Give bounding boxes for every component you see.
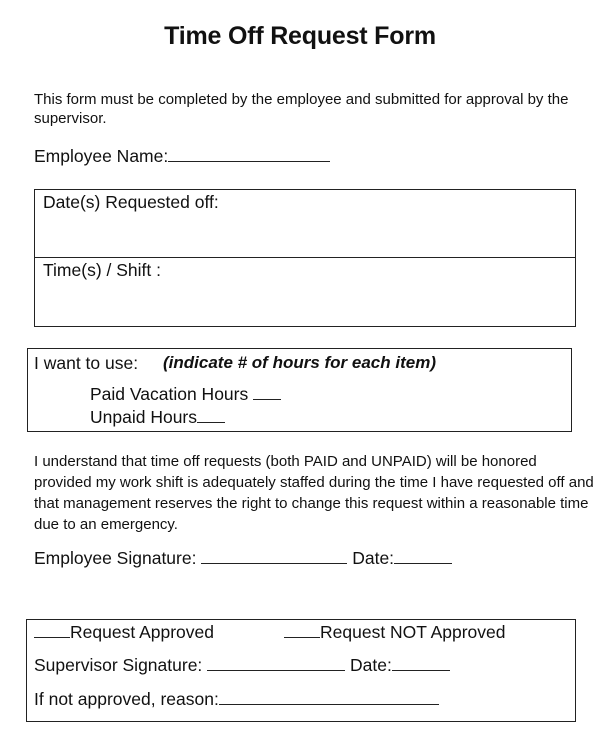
unpaid-hours-field[interactable]	[197, 421, 225, 423]
not-approved-reason-label: If not approved, reason:	[34, 689, 219, 709]
dates-times-divider	[34, 257, 576, 258]
employee-name-row	[34, 146, 330, 167]
supervisor-signature-field[interactable]	[207, 669, 345, 671]
unpaid-hours-row	[90, 407, 225, 428]
request-approved-checkbox[interactable]	[34, 636, 70, 638]
unpaid-hours-label: Unpaid Hours	[90, 407, 197, 427]
paid-vacation-label: Paid Vacation Hours	[90, 384, 249, 404]
not-approved-reason-field[interactable]	[219, 703, 439, 705]
request-not-approved-row	[284, 622, 505, 643]
employee-signature-row	[34, 548, 452, 569]
intro-text: This form must be completed by the employee and submitted for approval by the supervisor.	[34, 91, 569, 127]
request-approved-label: Request Approved	[70, 622, 214, 642]
times-shift-label: Time(s) / Shift :	[43, 260, 161, 280]
employee-name-label: Employee Name:	[34, 146, 169, 166]
employee-name-field[interactable]	[168, 160, 330, 162]
employee-signature-label: Employee Signature:	[34, 548, 197, 568]
request-approved-row	[34, 622, 214, 643]
want-to-use-label: I want to use:	[34, 353, 139, 373]
supervisor-signature-label: Supervisor Signature:	[34, 655, 203, 675]
employee-date-field[interactable]	[394, 562, 452, 564]
supervisor-signature-row	[34, 655, 450, 676]
dates-requested-label: Date(s) Requested off:	[43, 192, 219, 212]
understand-text: I understand that time off requests (both PAID and UNPAID) will be honored provided my work shift is adequately staffed during the time I have requested off and that management reserves the right to change this request within a reasonable time due to an emergency.	[34, 453, 594, 533]
supervisor-date-label: Date:	[350, 655, 392, 675]
employee-signature-field[interactable]	[201, 562, 347, 564]
dates-requested-field[interactable]	[35, 216, 575, 256]
not-approved-reason-row	[34, 689, 439, 710]
employee-date-label: Date:	[352, 548, 395, 568]
request-not-approved-label: Request NOT Approved	[320, 622, 506, 642]
request-not-approved-checkbox[interactable]	[284, 636, 320, 638]
times-shift-field[interactable]	[35, 284, 575, 326]
paid-vacation-row	[90, 384, 281, 405]
indicate-note: (indicate # of hours for each item)	[163, 353, 436, 372]
page-title: Time Off Request Form	[164, 22, 436, 50]
supervisor-date-field[interactable]	[392, 669, 450, 671]
paid-vacation-field[interactable]	[253, 398, 281, 400]
